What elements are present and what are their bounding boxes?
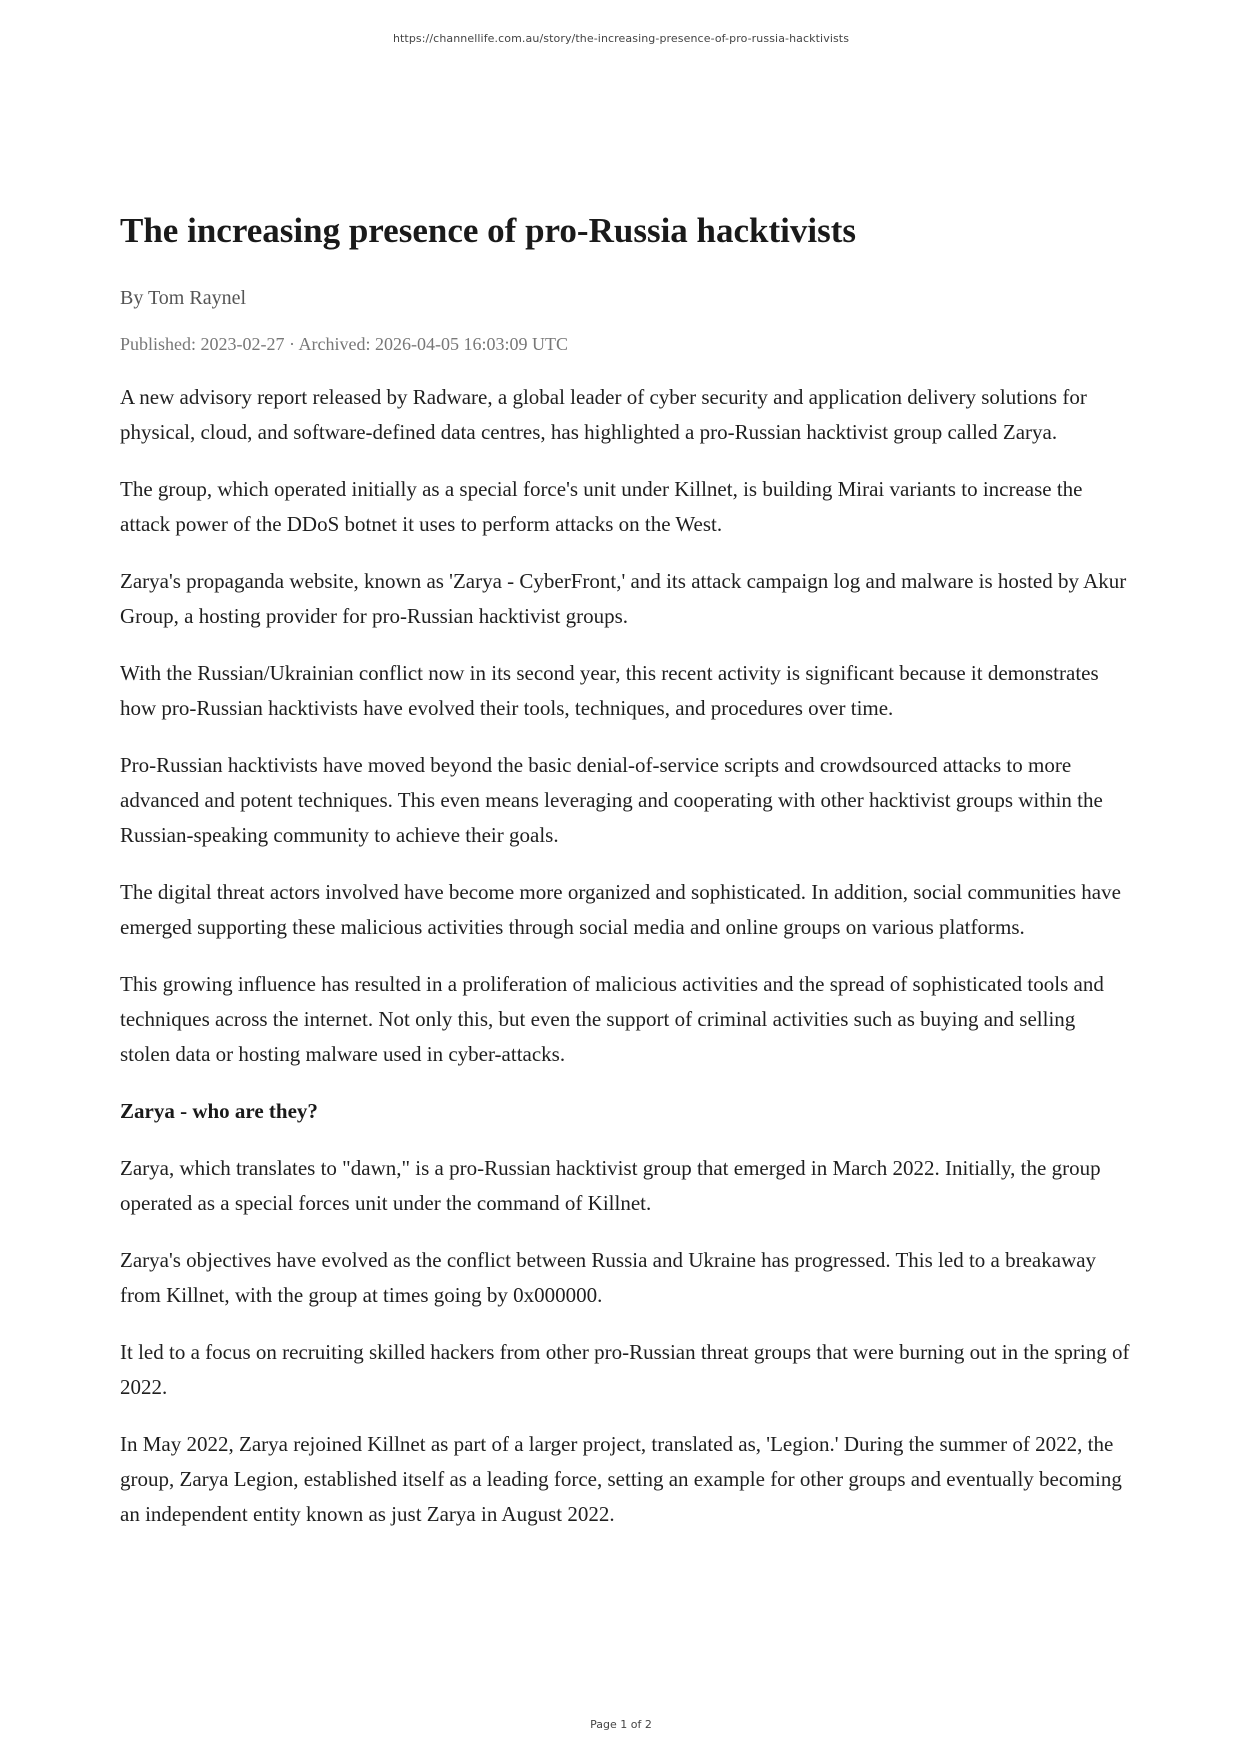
paragraph: Zarya's propaganda website, known as 'Zarya - CyberFront,' and its attack campaign log and malware is hosted by Akur Group, a hosting provider for pro-Russian hacktivist groups. bbox=[120, 569, 1127, 629]
paragraph: In May 2022, Zarya rejoined Killnet as part of a larger project, translated as, 'Legion.' During the summer of 2022, the group, Zarya Legion, established itself as a leading force, setting an example for other groups and eventually becoming an independent entity known as just Zarya in August 2022. bbox=[120, 1432, 1122, 1527]
paragraph: The digital threat actors involved have become more organized and sophisticated. In addition, social communities have emerged supporting these malicious activities through social media and online groups on various platforms. bbox=[120, 880, 1121, 940]
paragraph: A new advisory report released by Radware, a global leader of cyber security and application delivery solutions for physical, cloud, and software-defined data centres, has highlighted a pro-Russian hacktivist group called Zarya. bbox=[120, 385, 1087, 445]
article bbox=[120, 210, 1130, 1554]
article-byline: By Tom Raynel bbox=[120, 287, 247, 309]
paragraph: This growing influence has resulted in a proliferation of malicious activities and the spread of sophisticated tools and techniques across the internet. Not only this, but even the support of criminal activities such as buying and selling stolen data or hosting malware used in cyber-attacks. bbox=[120, 972, 1104, 1067]
paragraph: It led to a focus on recruiting skilled hackers from other pro-Russian threat groups that were burning out in the spring of 2022. bbox=[120, 1340, 1130, 1400]
paragraph: Zarya's objectives have evolved as the conflict between Russia and Ukraine has progressed. This led to a breakaway from Killnet, with the group at times going by 0x000000. bbox=[120, 1248, 1097, 1308]
paragraph: Pro-Russian hacktivists have moved beyond the basic denial-of-service scripts and crowdsourced attacks to more advanced and potent techniques. This even means leveraging and cooperating with other hacktivist groups within the Russian-speaking community to achieve their goals. bbox=[120, 753, 1103, 848]
page-number: Page 1 of 2 bbox=[590, 1718, 652, 1731]
source-url: https://channellife.com.au/story/the-increasing-presence-of-pro-russia-hacktivists bbox=[392, 32, 850, 45]
section-heading: Zarya - who are they? bbox=[120, 1099, 318, 1124]
paragraph: With the Russian/Ukrainian conflict now in its second year, this recent activity is significant because it demonstrates how pro-Russian hacktivists have evolved their tools, techniques, and procedures over time. bbox=[120, 661, 1099, 721]
article-body bbox=[120, 380, 1130, 1532]
article-title: The increasing presence of pro-Russia hacktivists bbox=[120, 211, 857, 250]
article-meta: Published: 2023-02-27 · Archived: 2026-04-05 16:03:09 UTC bbox=[120, 334, 568, 354]
paragraph: The group, which operated initially as a special force's unit under Killnet, is building Mirai variants to increase the attack power of the DDoS botnet it uses to perform attacks on the West. bbox=[120, 477, 1083, 537]
paragraph: Zarya, which translates to "dawn," is a pro-Russian hacktivist group that emerged in March 2022. Initially, the group operated as a special forces unit under the command of Killnet. bbox=[120, 1156, 1101, 1216]
